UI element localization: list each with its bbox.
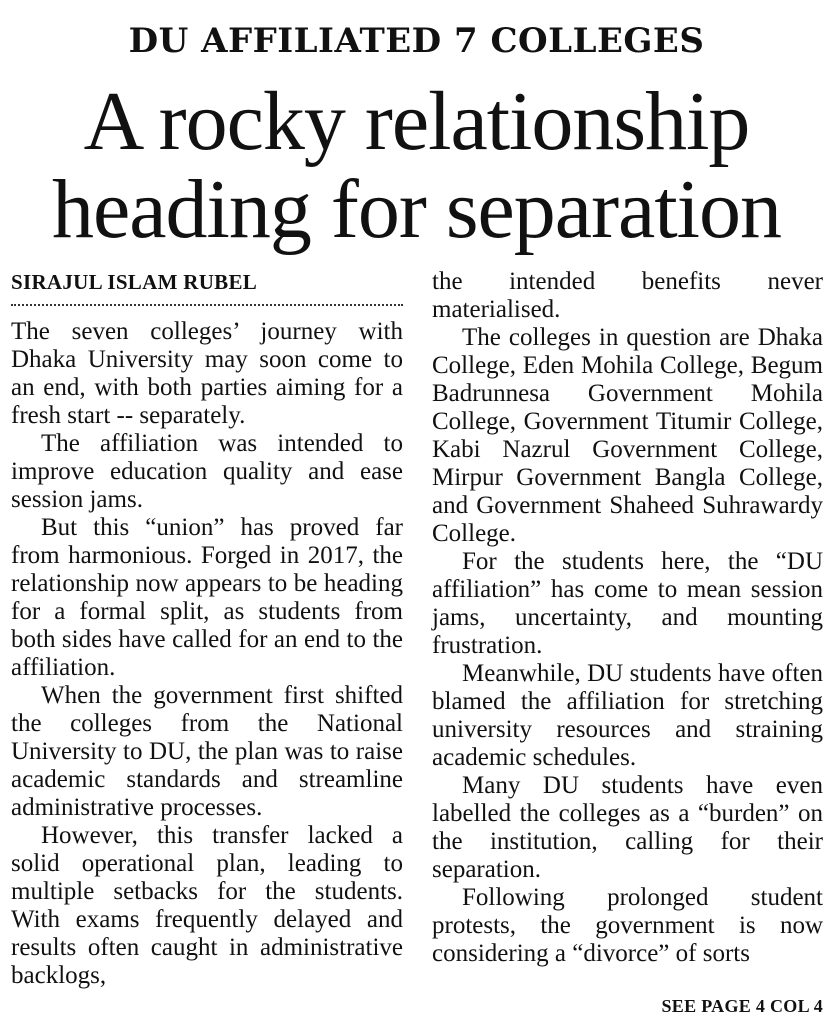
paragraph: the intended benefits never materialised. xyxy=(432,268,823,323)
paragraph: The affiliation was intended to improve education quality and ease session jams. xyxy=(11,430,403,513)
paragraph: Following prolonged student protests, the government is now considering a “divorce” of sorts xyxy=(432,884,823,967)
byline-divider xyxy=(11,304,403,306)
article-column-left xyxy=(11,268,403,990)
byline: SIRAJUL ISLAM RUBEL xyxy=(11,270,258,294)
paragraph: But this “union” has proved far from harmonious. Forged in 2017, the relationship now appears to be heading for a formal split, as students from both sides have called for an end to the affiliation. xyxy=(11,514,403,681)
paragraph: The seven colleges’ journey with Dhaka University may soon come to an end, with both parties aiming for a fresh start -- separately. xyxy=(11,318,403,429)
kicker: DU AFFILIATED 7 COLLEGES xyxy=(128,21,705,61)
headline: A rocky relationship heading for separation xyxy=(51,75,782,256)
paragraph: However, this transfer lacked a solid operational plan, leading to multiple setbacks for the students. With exams frequently delayed and results often caught in administrative backlogs, xyxy=(11,822,403,989)
paragraph: For the students here, the “DU affiliation” has come to mean session jams, uncertainty, and mounting frustration. xyxy=(432,548,823,659)
paragraph: Meanwhile, DU students have often blamed the affiliation for stretching university resources and straining academic schedules. xyxy=(432,660,823,771)
continued-on-reference: SEE PAGE 4 COL 4 xyxy=(661,996,823,1016)
paragraph: The colleges in question are Dhaka College, Eden Mohila College, Begum Badrunnesa Government Mohila College, Government Titumir College, Kabi Nazrul Government College, Mirpur Government Bangla College, and Government Shaheed Suhrawardy College. xyxy=(432,324,823,547)
paragraph: When the government first shifted the colleges from the National University to DU, the plan was to raise academic standards and streamline administrative processes. xyxy=(11,682,403,821)
article-column-right xyxy=(432,268,823,968)
paragraph: Many DU students have even labelled the colleges as a “burden” on the institution, calling for their separation. xyxy=(432,772,823,883)
